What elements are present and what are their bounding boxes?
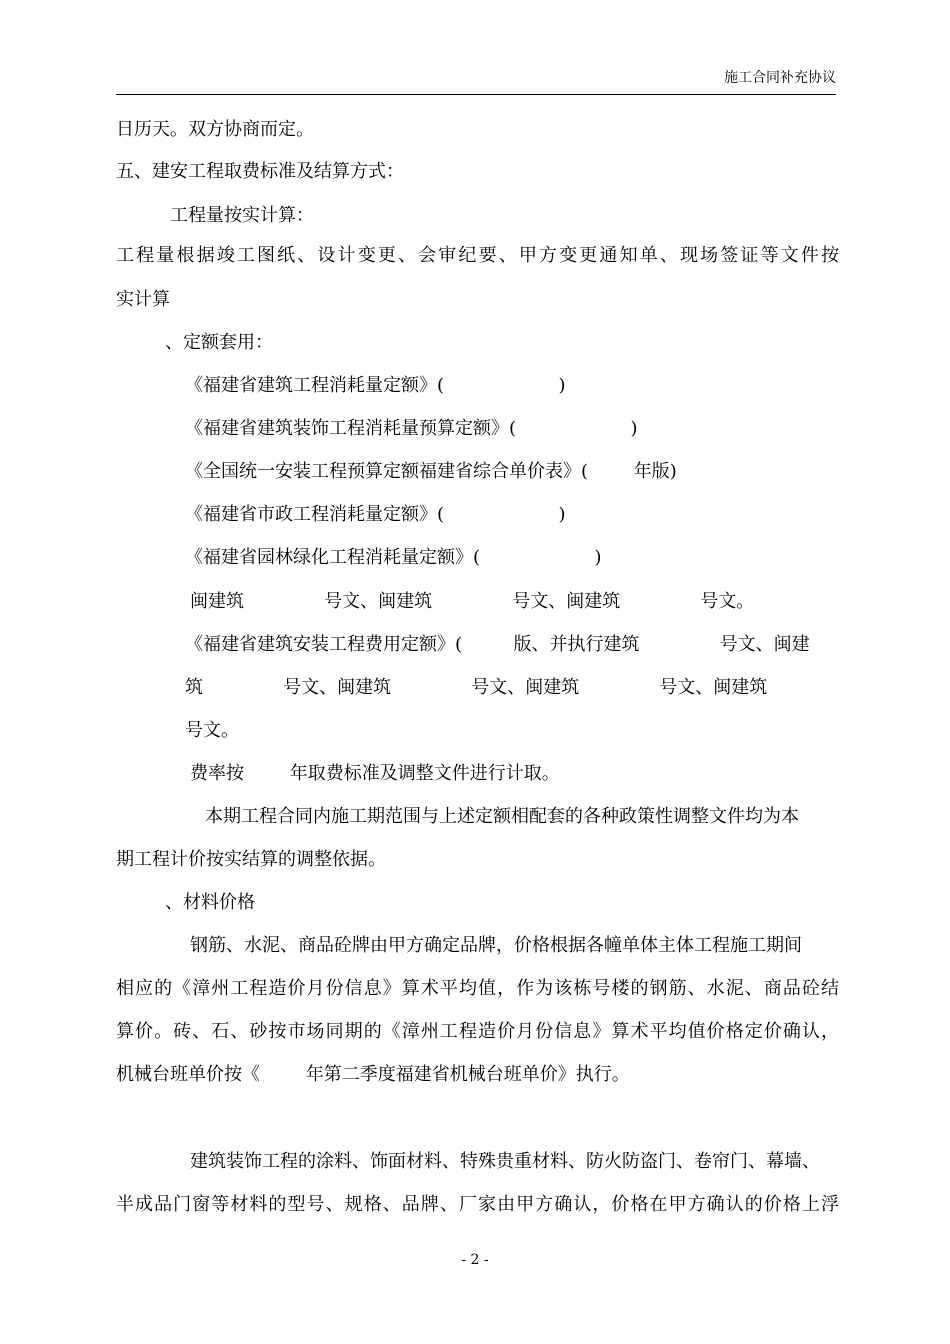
text-line: 相应的《漳州工程造价月份信息》算术平均值，作为该栋号楼的钢筋、水泥、商品砼结 [116, 978, 839, 999]
quota-item: 《福建省市政工程消耗量定额》( ) [185, 504, 566, 525]
text-line: 《福建省建筑安装工程费用定额》( 版、并执行建筑 号文、闽建 [185, 634, 810, 655]
text-line: 钢筋、水泥、商品砼牌由甲方确定品牌，价格根据各幢单体主体工程施工期间 [190, 935, 802, 956]
text-line: 费率按 年取费标准及调整文件进行计取。 [190, 763, 560, 784]
text-line: 筑 号文、闽建筑 号文、闽建筑 号文、闽建筑 [185, 677, 768, 698]
section-heading: 五、建安工程取费标准及结算方式： [116, 161, 404, 182]
page-number: - 2 - [461, 1252, 489, 1268]
subsection-heading: 、材料价格 [165, 892, 255, 913]
text-line: 半成品门窗等材料的型号、规格、品牌、厂家由甲方确认，价格在甲方确认的价格上浮 [116, 1194, 839, 1215]
text-line: 期工程计价按实结算的调整依据。 [116, 849, 386, 870]
text-line: 日历天。双方协商而定。 [116, 119, 314, 140]
page-footer [0, 1250, 950, 1270]
text-line: 本期工程合同内施工期范围与上述定额相配套的各种政策性调整文件均为本 [205, 806, 799, 827]
text-line: 机械台班单价按《 年第二季度福建省机械台班单价》执行。 [116, 1064, 630, 1085]
text-line: 建筑装饰工程的涂料、饰面材料、特殊贵重材料、防火防盗门、卷帘门、幕墙、 [190, 1151, 820, 1172]
text-line: 号文。 [185, 720, 239, 741]
text-line: 工程量根据竣工图纸、设计变更、会审纪要、甲方变更通知单、现场签证等文件按 [116, 245, 839, 266]
text-line: 算价。砖、石、砂按市场同期的《漳州工程造价月份信息》算术平均值价格定价确认， [116, 1021, 839, 1042]
quota-item: 《福建省建筑工程消耗量定额》( ) [185, 375, 566, 396]
text-line: 闽建筑 号文、闽建筑 号文、闽建筑 号文。 [190, 591, 755, 612]
text-line: 实计算 [116, 289, 170, 310]
quota-item: 《福建省园林绿化工程消耗量定额》( ) [185, 547, 602, 568]
text-line: 工程量按实计算： [170, 205, 314, 226]
quota-item: 《全国统一安装工程预算定额福建省综合单价表》( 年版) [185, 461, 677, 482]
page-header [116, 64, 836, 95]
quota-item: 《福建省建筑装饰工程消耗量预算定额》( ) [185, 418, 638, 439]
subsection-heading: 、定额套用： [165, 332, 273, 353]
header-title: 施工合同补充协议 [724, 70, 836, 86]
